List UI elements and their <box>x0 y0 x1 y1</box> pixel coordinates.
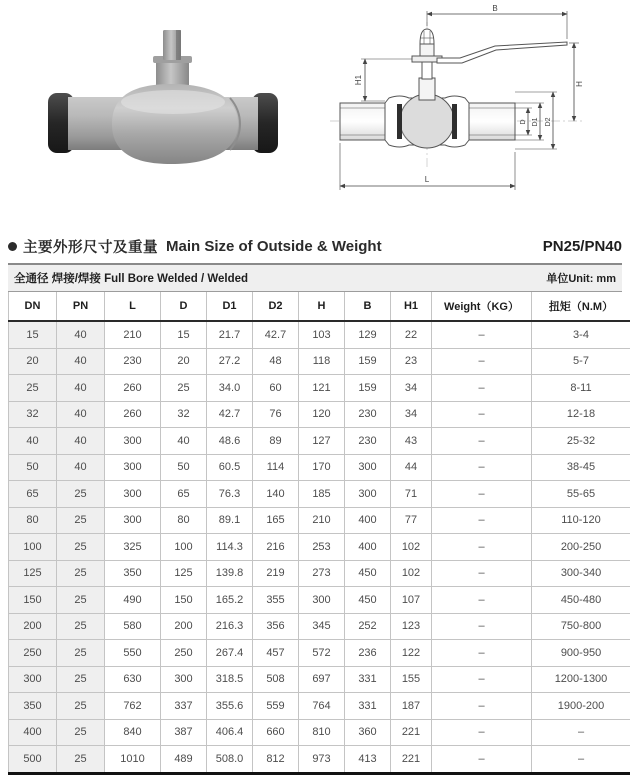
cell: 65 <box>9 481 57 508</box>
cell: 114 <box>253 454 299 481</box>
cell: 12-18 <box>532 401 630 428</box>
cell: 34 <box>391 375 432 402</box>
cell: 1900-200 <box>532 693 630 720</box>
dim-label-D: D <box>520 119 527 124</box>
table-row <box>9 560 630 587</box>
cell: 40 <box>57 375 105 402</box>
cell: 129 <box>345 321 391 348</box>
cell: 350 <box>9 693 57 720</box>
cell: 110-120 <box>532 507 630 534</box>
cell: 200 <box>161 613 207 640</box>
cell: – <box>432 746 532 774</box>
table-row <box>9 640 630 667</box>
cell: 34.0 <box>207 375 253 402</box>
cell: – <box>432 666 532 693</box>
cell: 300 <box>105 428 161 455</box>
column-header: D2 <box>253 292 299 321</box>
cell: 60.5 <box>207 454 253 481</box>
cell: 260 <box>105 375 161 402</box>
cell: 350 <box>105 560 161 587</box>
cell: – <box>432 640 532 667</box>
cell: 697 <box>299 666 345 693</box>
cell: 165.2 <box>207 587 253 614</box>
cell: 764 <box>299 693 345 720</box>
cell: 89.1 <box>207 507 253 534</box>
cell: 355 <box>253 587 299 614</box>
dim-label-D1: D1 <box>532 117 539 126</box>
column-header: H <box>299 292 345 321</box>
cell: 100 <box>9 534 57 561</box>
cell: 34 <box>391 401 432 428</box>
cell: 450-480 <box>532 587 630 614</box>
cell: 23 <box>391 348 432 375</box>
cell: 490 <box>105 587 161 614</box>
cell: 508 <box>253 666 299 693</box>
cell: 400 <box>9 719 57 746</box>
dim-label-L: L <box>425 175 430 184</box>
cell: 356 <box>253 613 299 640</box>
cell: 572 <box>299 640 345 667</box>
cell: 25 <box>57 507 105 534</box>
cell: 25 <box>57 560 105 587</box>
cell: 103 <box>299 321 345 348</box>
cell: 114.3 <box>207 534 253 561</box>
cell: 55-65 <box>532 481 630 508</box>
cell: 387 <box>161 719 207 746</box>
cell: 40 <box>57 321 105 348</box>
cell: 102 <box>391 560 432 587</box>
seat-left <box>397 104 402 139</box>
cell: 40 <box>57 428 105 455</box>
cell: 22 <box>391 321 432 348</box>
cell: 273 <box>299 560 345 587</box>
cell: 210 <box>299 507 345 534</box>
cell: 25 <box>57 719 105 746</box>
cell: 345 <box>299 613 345 640</box>
cell: 300 <box>9 666 57 693</box>
cell: 253 <box>299 534 345 561</box>
cell: 250 <box>161 640 207 667</box>
cell: 973 <box>299 746 345 774</box>
cell: 42.7 <box>253 321 299 348</box>
cell: 25 <box>57 587 105 614</box>
column-header: H1 <box>391 292 432 321</box>
column-header: B <box>345 292 391 321</box>
cell: 580 <box>105 613 161 640</box>
cell: 48 <box>253 348 299 375</box>
valve-photo-figure <box>0 0 325 232</box>
cell: 80 <box>9 507 57 534</box>
cell: 216 <box>253 534 299 561</box>
bullet-icon <box>8 242 17 251</box>
column-header: D <box>161 292 207 321</box>
cell: 165 <box>253 507 299 534</box>
body-highlight <box>121 90 225 114</box>
cell: 413 <box>345 746 391 774</box>
cell: 20 <box>9 348 57 375</box>
cell: 489 <box>161 746 207 774</box>
cell: 250 <box>9 640 57 667</box>
cell: – <box>432 613 532 640</box>
cell: 200 <box>9 613 57 640</box>
cell: 15 <box>161 321 207 348</box>
cell: 15 <box>9 321 57 348</box>
cell: – <box>432 719 532 746</box>
cell: – <box>432 428 532 455</box>
table-subtitle-band <box>8 265 622 292</box>
cell: – <box>432 587 532 614</box>
column-header: PN <box>57 292 105 321</box>
cell: 125 <box>161 560 207 587</box>
cell: 1010 <box>105 746 161 774</box>
drawing-dome-nut <box>420 29 434 44</box>
cell: 300 <box>105 481 161 508</box>
cell: 159 <box>345 375 391 402</box>
unit-label: 单位Unit: mm <box>546 270 616 286</box>
table-row <box>9 481 630 508</box>
table-row <box>9 348 630 375</box>
column-header: DN <box>9 292 57 321</box>
table-row <box>9 428 630 455</box>
cell: 60 <box>253 375 299 402</box>
cell: 300 <box>345 454 391 481</box>
cell: 40 <box>161 428 207 455</box>
column-header: D1 <box>207 292 253 321</box>
cell: 187 <box>391 693 432 720</box>
cell: 127 <box>299 428 345 455</box>
cell: 38-45 <box>532 454 630 481</box>
drawing-stem-lower <box>419 78 435 100</box>
figures-section <box>0 0 630 232</box>
cell: 355.6 <box>207 693 253 720</box>
cell: 50 <box>9 454 57 481</box>
column-header: 扭矩（N.M） <box>532 292 630 321</box>
cell: 40 <box>57 348 105 375</box>
cell: 44 <box>391 454 432 481</box>
size-table <box>8 292 630 775</box>
table-row <box>9 507 630 534</box>
cell: 230 <box>105 348 161 375</box>
cell: 25 <box>57 481 105 508</box>
cell: 150 <box>161 587 207 614</box>
cell: 71 <box>391 481 432 508</box>
drawing-nut-collar <box>420 44 434 56</box>
cell: 1200-1300 <box>532 666 630 693</box>
cell: 762 <box>105 693 161 720</box>
cell: 331 <box>345 666 391 693</box>
cell: 840 <box>105 719 161 746</box>
cell: 559 <box>253 693 299 720</box>
cell: 660 <box>253 719 299 746</box>
cell: 337 <box>161 693 207 720</box>
table-row <box>9 746 630 774</box>
cell: 25 <box>57 534 105 561</box>
cell: 185 <box>299 481 345 508</box>
cell: 25 <box>57 693 105 720</box>
cell: 25 <box>57 666 105 693</box>
cell: 27.2 <box>207 348 253 375</box>
cell: 457 <box>253 640 299 667</box>
cell: 450 <box>345 587 391 614</box>
cell: – <box>432 401 532 428</box>
cell: 508.0 <box>207 746 253 774</box>
cell: 900-950 <box>532 640 630 667</box>
dim-label-B: B <box>492 4 497 13</box>
cell: 25 <box>161 375 207 402</box>
cell: – <box>432 560 532 587</box>
cell: 76.3 <box>207 481 253 508</box>
cell: 121 <box>299 375 345 402</box>
cell: – <box>432 534 532 561</box>
cell: 219 <box>253 560 299 587</box>
seat-right <box>452 104 457 139</box>
cell: 118 <box>299 348 345 375</box>
cell: 230 <box>345 401 391 428</box>
cell: 3-4 <box>532 321 630 348</box>
valve-photo <box>8 6 318 226</box>
drawing-pipe-right <box>465 103 515 140</box>
cell: 21.7 <box>207 321 253 348</box>
table-subtitle: 全通径 焊接/焊接 Full Bore Welded / Welded <box>14 270 248 286</box>
cell: 406.4 <box>207 719 253 746</box>
cell: 100 <box>161 534 207 561</box>
cell: 80 <box>161 507 207 534</box>
cell: 360 <box>345 719 391 746</box>
cell: 50 <box>161 454 207 481</box>
cell: 331 <box>345 693 391 720</box>
cell: 450 <box>345 560 391 587</box>
column-header: L <box>105 292 161 321</box>
cell: 140 <box>253 481 299 508</box>
table-row <box>9 321 630 348</box>
cell: 170 <box>299 454 345 481</box>
cell: 123 <box>391 613 432 640</box>
dim-label-H: H <box>575 81 584 87</box>
dim-label-H1: H1 <box>354 74 363 85</box>
section-title-zh: 主要外形尺寸及重量 <box>23 236 158 257</box>
cell: 40 <box>9 428 57 455</box>
table-row <box>9 401 630 428</box>
cell: 20 <box>161 348 207 375</box>
cell: – <box>432 481 532 508</box>
cell: – <box>432 693 532 720</box>
dim-label-D2: D2 <box>545 117 552 126</box>
cell: 318.5 <box>207 666 253 693</box>
size-table-section <box>8 263 622 775</box>
cell: 25 <box>57 640 105 667</box>
cell: 550 <box>105 640 161 667</box>
cell: 300 <box>345 481 391 508</box>
cell: 750-800 <box>532 613 630 640</box>
cell: 89 <box>253 428 299 455</box>
cell: 155 <box>391 666 432 693</box>
cell: 125 <box>9 560 57 587</box>
cell: 812 <box>253 746 299 774</box>
cell: 300-340 <box>532 560 630 587</box>
cell: 40 <box>57 454 105 481</box>
cell: 107 <box>391 587 432 614</box>
cell: 42.7 <box>207 401 253 428</box>
cell: 76 <box>253 401 299 428</box>
cell: 25 <box>57 746 105 774</box>
valve-drawing <box>325 0 625 220</box>
table-row <box>9 587 630 614</box>
cell: 400 <box>345 534 391 561</box>
cell: 43 <box>391 428 432 455</box>
cell: 159 <box>345 348 391 375</box>
table-row <box>9 666 630 693</box>
cell: – <box>432 348 532 375</box>
cell: 25-32 <box>532 428 630 455</box>
cell: 810 <box>299 719 345 746</box>
cell: 630 <box>105 666 161 693</box>
cell: 267.4 <box>207 640 253 667</box>
cell: 200-250 <box>532 534 630 561</box>
cell: 325 <box>105 534 161 561</box>
cell: 102 <box>391 534 432 561</box>
cell: 120 <box>299 401 345 428</box>
table-row <box>9 534 630 561</box>
pn-rating: PN25/PN40 <box>543 238 622 255</box>
cell: – <box>432 321 532 348</box>
section-title-en: Main Size of Outside & Weight <box>166 238 382 255</box>
size-table-body <box>9 321 630 773</box>
cell: 300 <box>161 666 207 693</box>
valve-drawing-figure <box>325 0 630 232</box>
cell: 5-7 <box>532 348 630 375</box>
table-header-row <box>9 292 630 321</box>
cell: 32 <box>161 401 207 428</box>
cell: 139.8 <box>207 560 253 587</box>
cell: 122 <box>391 640 432 667</box>
table-row <box>9 613 630 640</box>
cell: – <box>532 719 630 746</box>
cell: 48.6 <box>207 428 253 455</box>
cell: 260 <box>105 401 161 428</box>
cell: 230 <box>345 428 391 455</box>
cell: 221 <box>391 746 432 774</box>
cell: 150 <box>9 587 57 614</box>
table-row <box>9 454 630 481</box>
drawing-handle <box>437 42 567 63</box>
cell: 300 <box>105 507 161 534</box>
cell: 300 <box>299 587 345 614</box>
section-heading <box>0 232 630 263</box>
drawing-stem-upper <box>422 61 432 79</box>
cell: – <box>432 454 532 481</box>
cell: – <box>432 375 532 402</box>
stem-head-side <box>176 30 181 60</box>
cell: 8-11 <box>532 375 630 402</box>
cell: 25 <box>9 375 57 402</box>
cell: 236 <box>345 640 391 667</box>
cell: 25 <box>57 613 105 640</box>
cell: – <box>432 507 532 534</box>
cell: 40 <box>57 401 105 428</box>
cell: 32 <box>9 401 57 428</box>
table-row <box>9 719 630 746</box>
cell: – <box>532 746 630 774</box>
drawing-pipe-left <box>340 103 390 140</box>
cell: 300 <box>105 454 161 481</box>
cell: 500 <box>9 746 57 774</box>
cell: 252 <box>345 613 391 640</box>
column-header: Weight（KG） <box>432 292 532 321</box>
cell: 216.3 <box>207 613 253 640</box>
cell: 400 <box>345 507 391 534</box>
cell: 221 <box>391 719 432 746</box>
cell: 210 <box>105 321 161 348</box>
table-row <box>9 693 630 720</box>
table-row <box>9 375 630 402</box>
cell: 65 <box>161 481 207 508</box>
cell: 77 <box>391 507 432 534</box>
